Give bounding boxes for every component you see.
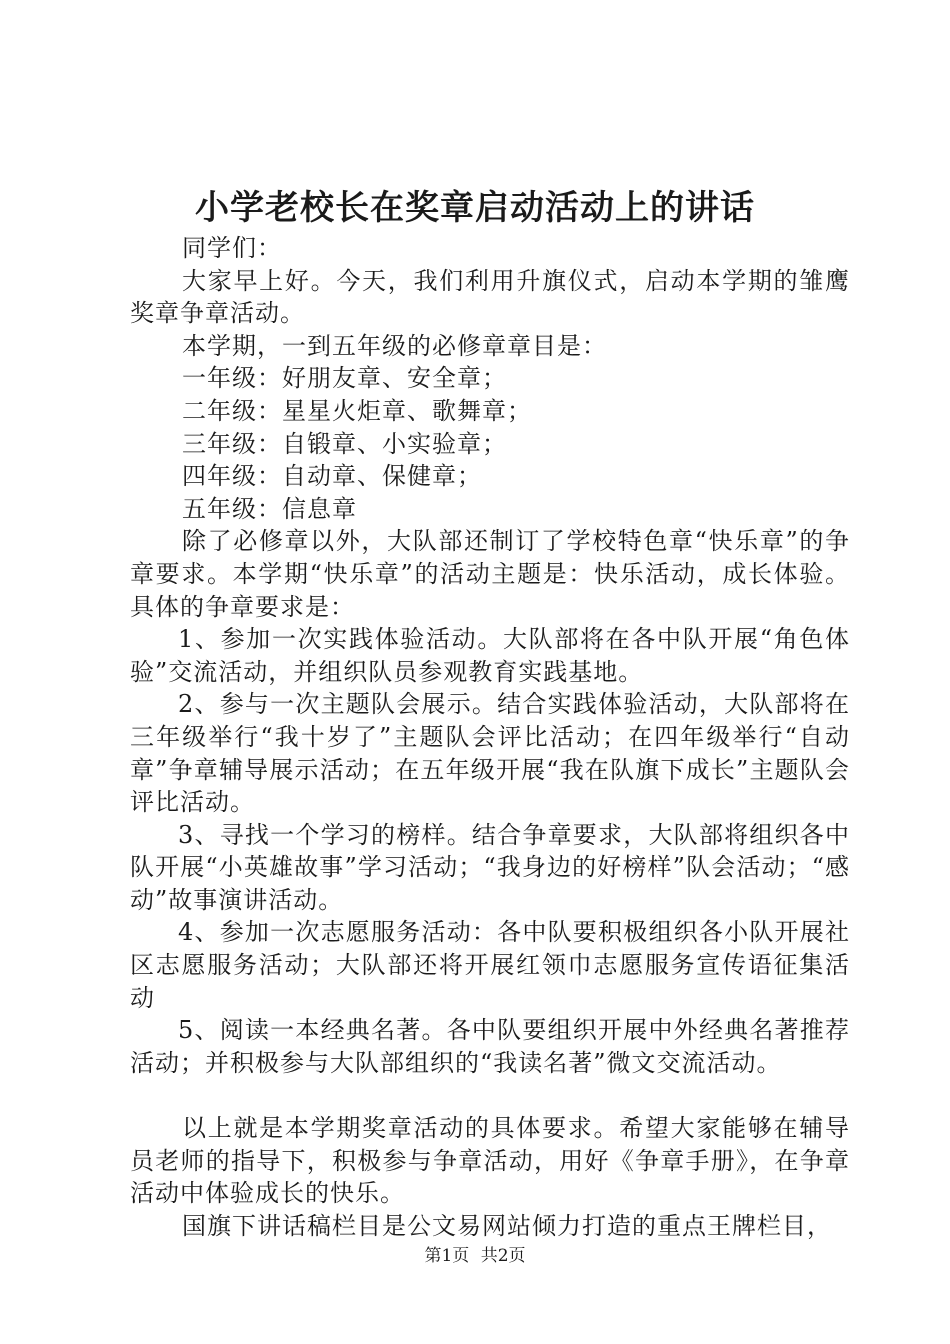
paragraph-item-5: 5、阅读一本经典名著。各中队要组织开展中外经典名著推荐活动；并积极参与大队部组织的“我读名著”微文交流活动。 bbox=[130, 1016, 850, 1077]
paragraph-column-note: 国旗下讲话稿栏目是公文易网站倾力打造的重点王牌栏目， bbox=[182, 1211, 832, 1240]
paragraph-item-4: 4、参加一次志愿服务活动：各中队要积极组织各小队开展社区志愿服务活动；大队部还将开展红领巾志愿服务宣传语征集活动 bbox=[130, 918, 850, 1012]
document-title: 小学老校长在奖章启动活动上的讲话 bbox=[195, 188, 755, 228]
paragraph-grade-1: 一年级：好朋友章、安全章； bbox=[182, 364, 507, 393]
paragraph-grade-5: 五年级：信息章 bbox=[182, 494, 357, 523]
paragraph-item-1: 1、参加一次实践体验活动。大队部将在各中队开展“角色体验”交流活动，并组织队员参观教育实践基地。 bbox=[130, 625, 850, 686]
paragraph-closing: 以上就是本学期奖章活动的具体要求。希望大家能够在辅导员老师的指导下，积极参与争章活动，用好《争章手册》，在争章活动中体验成长的快乐。 bbox=[130, 1114, 850, 1208]
page-number: 第1页 bbox=[424, 1246, 470, 1266]
paragraph-required-intro: 本学期，一到五年级的必修章章目是： bbox=[182, 331, 607, 360]
paragraph-opening: 大家早上好。今天，我们利用升旗仪式，启动本学期的雏鹰奖章争章活动。 bbox=[130, 266, 850, 328]
document-body bbox=[130, 232, 850, 1242]
paragraph-grade-2: 二年级：星星火炬章、歌舞章； bbox=[182, 396, 532, 425]
paragraph-happy-badge: 除了必修章以外，大队部还制订了学校特色章“快乐章”的争章要求。本学期“快乐章”的活动主题是：快乐活动，成长体验。具体的争章要求是： bbox=[130, 527, 850, 621]
paragraph-grade-4: 四年级：自动章、保健章； bbox=[182, 462, 482, 491]
page-footer bbox=[0, 1244, 950, 1268]
paragraph-greeting: 同学们： bbox=[182, 234, 282, 262]
paragraph-item-3: 3、寻找一个学习的榜样。结合争章要求，大队部将组织各中队开展“小英雄故事”学习活动；“我身边的好榜样”队会活动；“感动”故事演讲活动。 bbox=[130, 820, 850, 914]
blank-line bbox=[130, 1079, 850, 1112]
paragraph-item-2: 2、参与一次主题队会展示。结合实践体验活动，大队部将在三年级举行“我十岁了”主题队会评比活动；在四年级举行“自动章”争章辅导展示活动；在五年级开展“我在队旗下成长”主题队会评比活动。 bbox=[130, 690, 850, 817]
paragraph-grade-3: 三年级：自锻章、小实验章； bbox=[182, 429, 507, 458]
page-total: 共2页 bbox=[480, 1246, 526, 1266]
